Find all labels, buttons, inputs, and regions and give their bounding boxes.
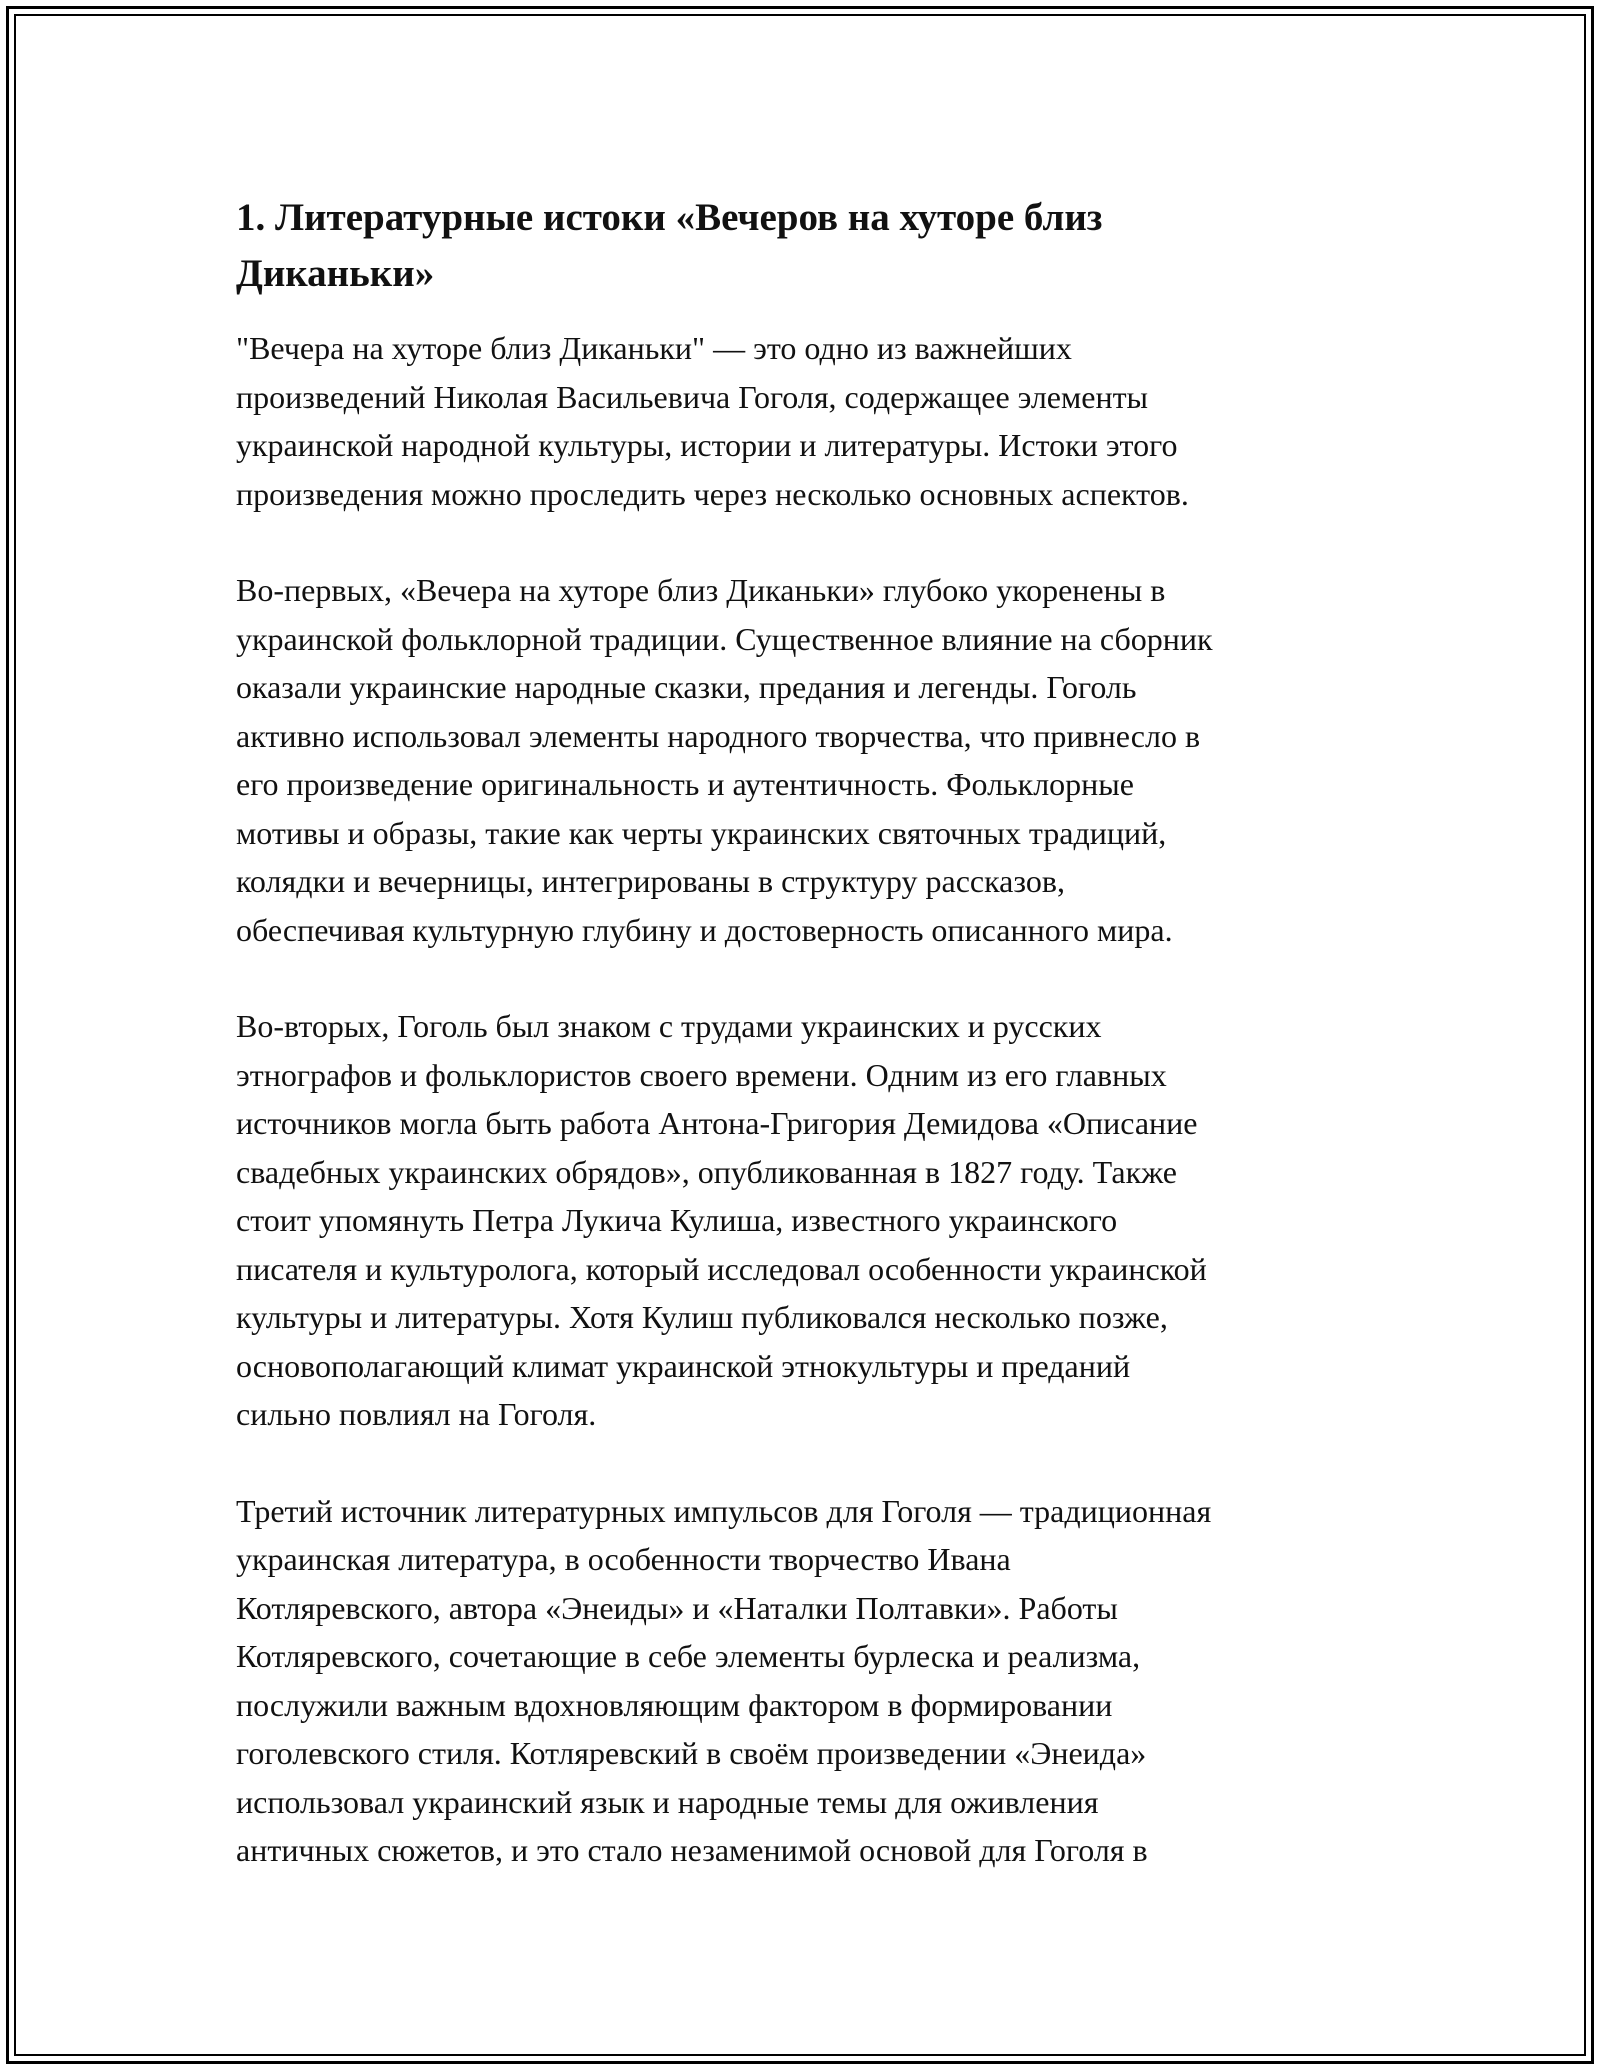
text-line: украинской народной культуры, истории и литературы. Истоки этого xyxy=(236,427,1178,463)
text-line: этнографов и фольклористов своего времени. Одним из его главных xyxy=(236,1056,1167,1093)
text-line: стоит упомянуть Петра Лукича Кулиша, известного украинского xyxy=(236,1202,1118,1238)
text-line: свадебных украинских обрядов», опубликованная в 1827 году. Также xyxy=(236,1153,1177,1190)
text-line: произведения можно проследить через несколько основных аспектов. xyxy=(236,475,1189,512)
paragraph-intro xyxy=(236,324,1386,518)
text-line: писателя и культуролога, который исследовал особенности украинской xyxy=(236,1250,1207,1287)
text-line: Третий источник литературных импульсов для Гоголя — традиционная xyxy=(236,1492,1212,1529)
text-line: его произведение оригинальность и аутентичность. Фольклорные xyxy=(236,766,1134,802)
text-line: обеспечивая культурную глубину и достоверность описанного мира. xyxy=(236,911,1173,948)
text-line: сильно повлиял на Гоголя. xyxy=(236,1396,597,1432)
document-body xyxy=(236,190,1386,1923)
text-line: активно использовал элементы народного творчества, что привнесло в xyxy=(236,717,1201,754)
section-heading xyxy=(236,190,1386,302)
text-line: мотивы и образы, такие как черты украинских святочных традиций, xyxy=(236,814,1167,851)
text-line: оказали украинские народные сказки, предания и легенды. Гоголь xyxy=(236,669,1137,705)
text-line: Котляревского, автора «Энеиды» и «Наталки Полтавки». Работы xyxy=(236,1589,1118,1626)
paragraph-ethnographers xyxy=(236,1002,1386,1439)
text-line: гоголевского стиля. Котляревский в своём произведении «Энеида» xyxy=(236,1735,1147,1771)
text-line: использовал украинский язык и народные темы для оживления xyxy=(236,1783,1099,1820)
text-line: культуры и литературы. Хотя Кулиш публиковался несколько позже, xyxy=(236,1299,1168,1335)
text-line: источников могла быть работа Антона-Григория Демидова «Описание xyxy=(236,1105,1198,1141)
text-line: произведений Николая Васильевича Гоголя, содержащее элементы xyxy=(236,378,1149,415)
text-line: Во-вторых, Гоголь был знаком с трудами украинских и русских xyxy=(236,1008,1102,1044)
text-line: украинской фольклорной традиции. Существенное влияние на сборник xyxy=(236,620,1213,657)
text-line: основополагающий климат украинской этнокультуры и преданий xyxy=(236,1347,1131,1384)
text-line: Во-первых, «Вечера на хуторе близ Диканьки» глубоко укоренены в xyxy=(236,572,1166,608)
text-line: "Вечера на хуторе близ Диканьки" — это одно из важнейших xyxy=(236,330,1072,366)
text-line: Котляревского, сочетающие в себе элементы бурлеска и реализма, xyxy=(236,1638,1141,1674)
text-line: колядки и вечерницы, интегрированы в структуру рассказов, xyxy=(236,863,1065,899)
section-heading-line: Диканьки» xyxy=(236,252,435,295)
text-line: античных сюжетов, и это стало незаменимой основой для Гоголя в xyxy=(236,1832,1148,1868)
section-heading-line: 1. Литературные истоки «Вечеров на хуторе близ xyxy=(236,196,1103,239)
text-line: послужили важным вдохновляющим фактором в формировании xyxy=(236,1686,1113,1723)
paragraph-kotlyarevsky xyxy=(236,1487,1386,1875)
paragraph-folklore xyxy=(236,566,1386,954)
text-line: украинская литература, в особенности творчество Ивана xyxy=(236,1541,1011,1577)
